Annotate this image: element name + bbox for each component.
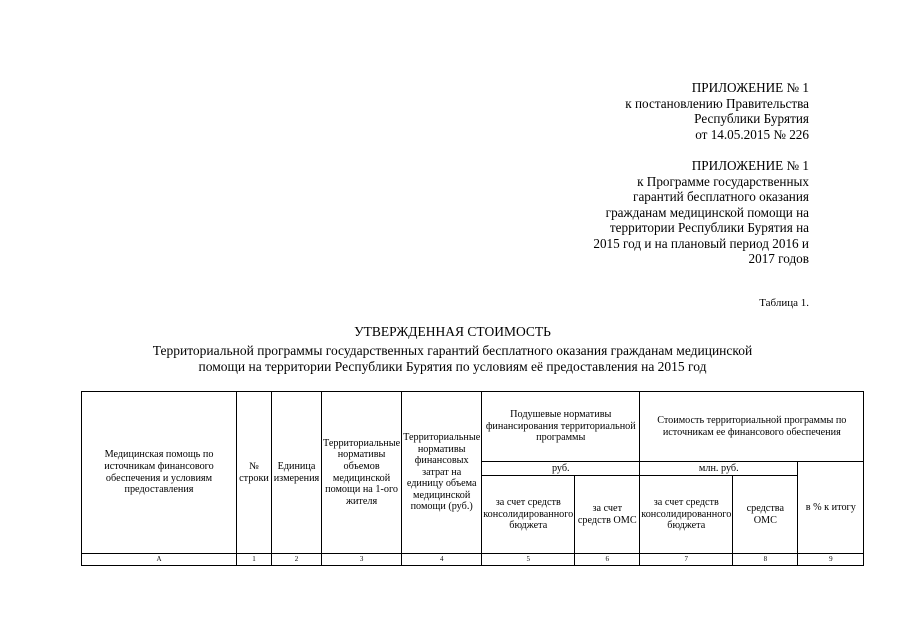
table-label: Таблица 1.	[759, 297, 809, 309]
col-1-header: № строки	[237, 392, 272, 554]
appendix-header	[593, 80, 809, 267]
col-number-7: 7	[640, 554, 733, 566]
col-number-a: А	[82, 554, 237, 566]
col-a-header: Медицинская помощь по источникам финансового обеспечения и условиям предоставления	[82, 392, 237, 554]
appendix-2-line-1: ПРИЛОЖЕНИЕ № 1	[691, 158, 809, 173]
appendix-1-line-4: от 14.05.2015 № 226	[695, 126, 809, 142]
col-number-3: 3	[322, 554, 402, 566]
title-line-2: Территориальной программы государственных гарантий бесплатного оказания гражданам медицинской	[152, 343, 753, 358]
unit-rub: руб.	[482, 462, 640, 476]
appendix-2-line-3: гарантий бесплатного оказания	[633, 189, 809, 204]
col-number-9: 9	[798, 554, 864, 566]
col-9-header: в % к итогу	[798, 462, 864, 554]
col-4-header: Территориальные нормативы финансовых затрат на единицу объема медицинской помощи (руб.)	[402, 392, 482, 554]
appendix-2-line-4: гражданам медицинской помощи на	[605, 204, 809, 220]
col-3-header: Территориальные нормативы объемов медицинской помощи на 1-ого жителя	[322, 392, 402, 554]
col-6-header: за счет средств ОМС	[575, 476, 640, 554]
appendix-2-line-7: 2017 годов	[748, 251, 809, 266]
title-line-1: УТВЕРЖДЕННАЯ СТОИМОСТЬ	[354, 324, 551, 339]
col-8-header: средства ОМС	[733, 476, 798, 554]
col-5-header: за счет средств консолидированного бюджета	[482, 476, 575, 554]
col-number-8: 8	[733, 554, 798, 566]
col-number-4: 4	[402, 554, 482, 566]
cost-table	[81, 391, 864, 566]
cost-group-header: Стоимость территориальной программы по источникам ее финансового обеспечения	[640, 392, 864, 462]
appendix-1-line-2: к постановлению Правительства	[625, 95, 809, 111]
col-7-header: за счет средств консолидированного бюджета	[640, 476, 733, 554]
unit-mln-rub: млн. руб.	[640, 462, 798, 476]
appendix-2-line-5: территории Республики Бурятия на	[609, 220, 809, 235]
appendix-1-line-3: Республики Бурятия	[694, 111, 809, 126]
appendix-2-line-6: 2015 год и на плановый период 2016 и	[593, 235, 809, 251]
col-number-5: 5	[482, 554, 575, 566]
appendix-2-line-2: к Программе государственных	[637, 173, 809, 189]
appendix-1-line-1: ПРИЛОЖЕНИЕ № 1	[691, 80, 809, 95]
title-line-3: помощи на территории Республики Бурятия по условиям её предоставления на 2015 год	[198, 359, 707, 374]
col-number-2: 2	[272, 554, 322, 566]
col-number-1: 1	[237, 554, 272, 566]
per-capita-group-header: Подушевые нормативы финансирования территориальной программы	[482, 392, 640, 462]
col-2-header: Единица измерения	[272, 392, 322, 554]
col-number-6: 6	[575, 554, 640, 566]
